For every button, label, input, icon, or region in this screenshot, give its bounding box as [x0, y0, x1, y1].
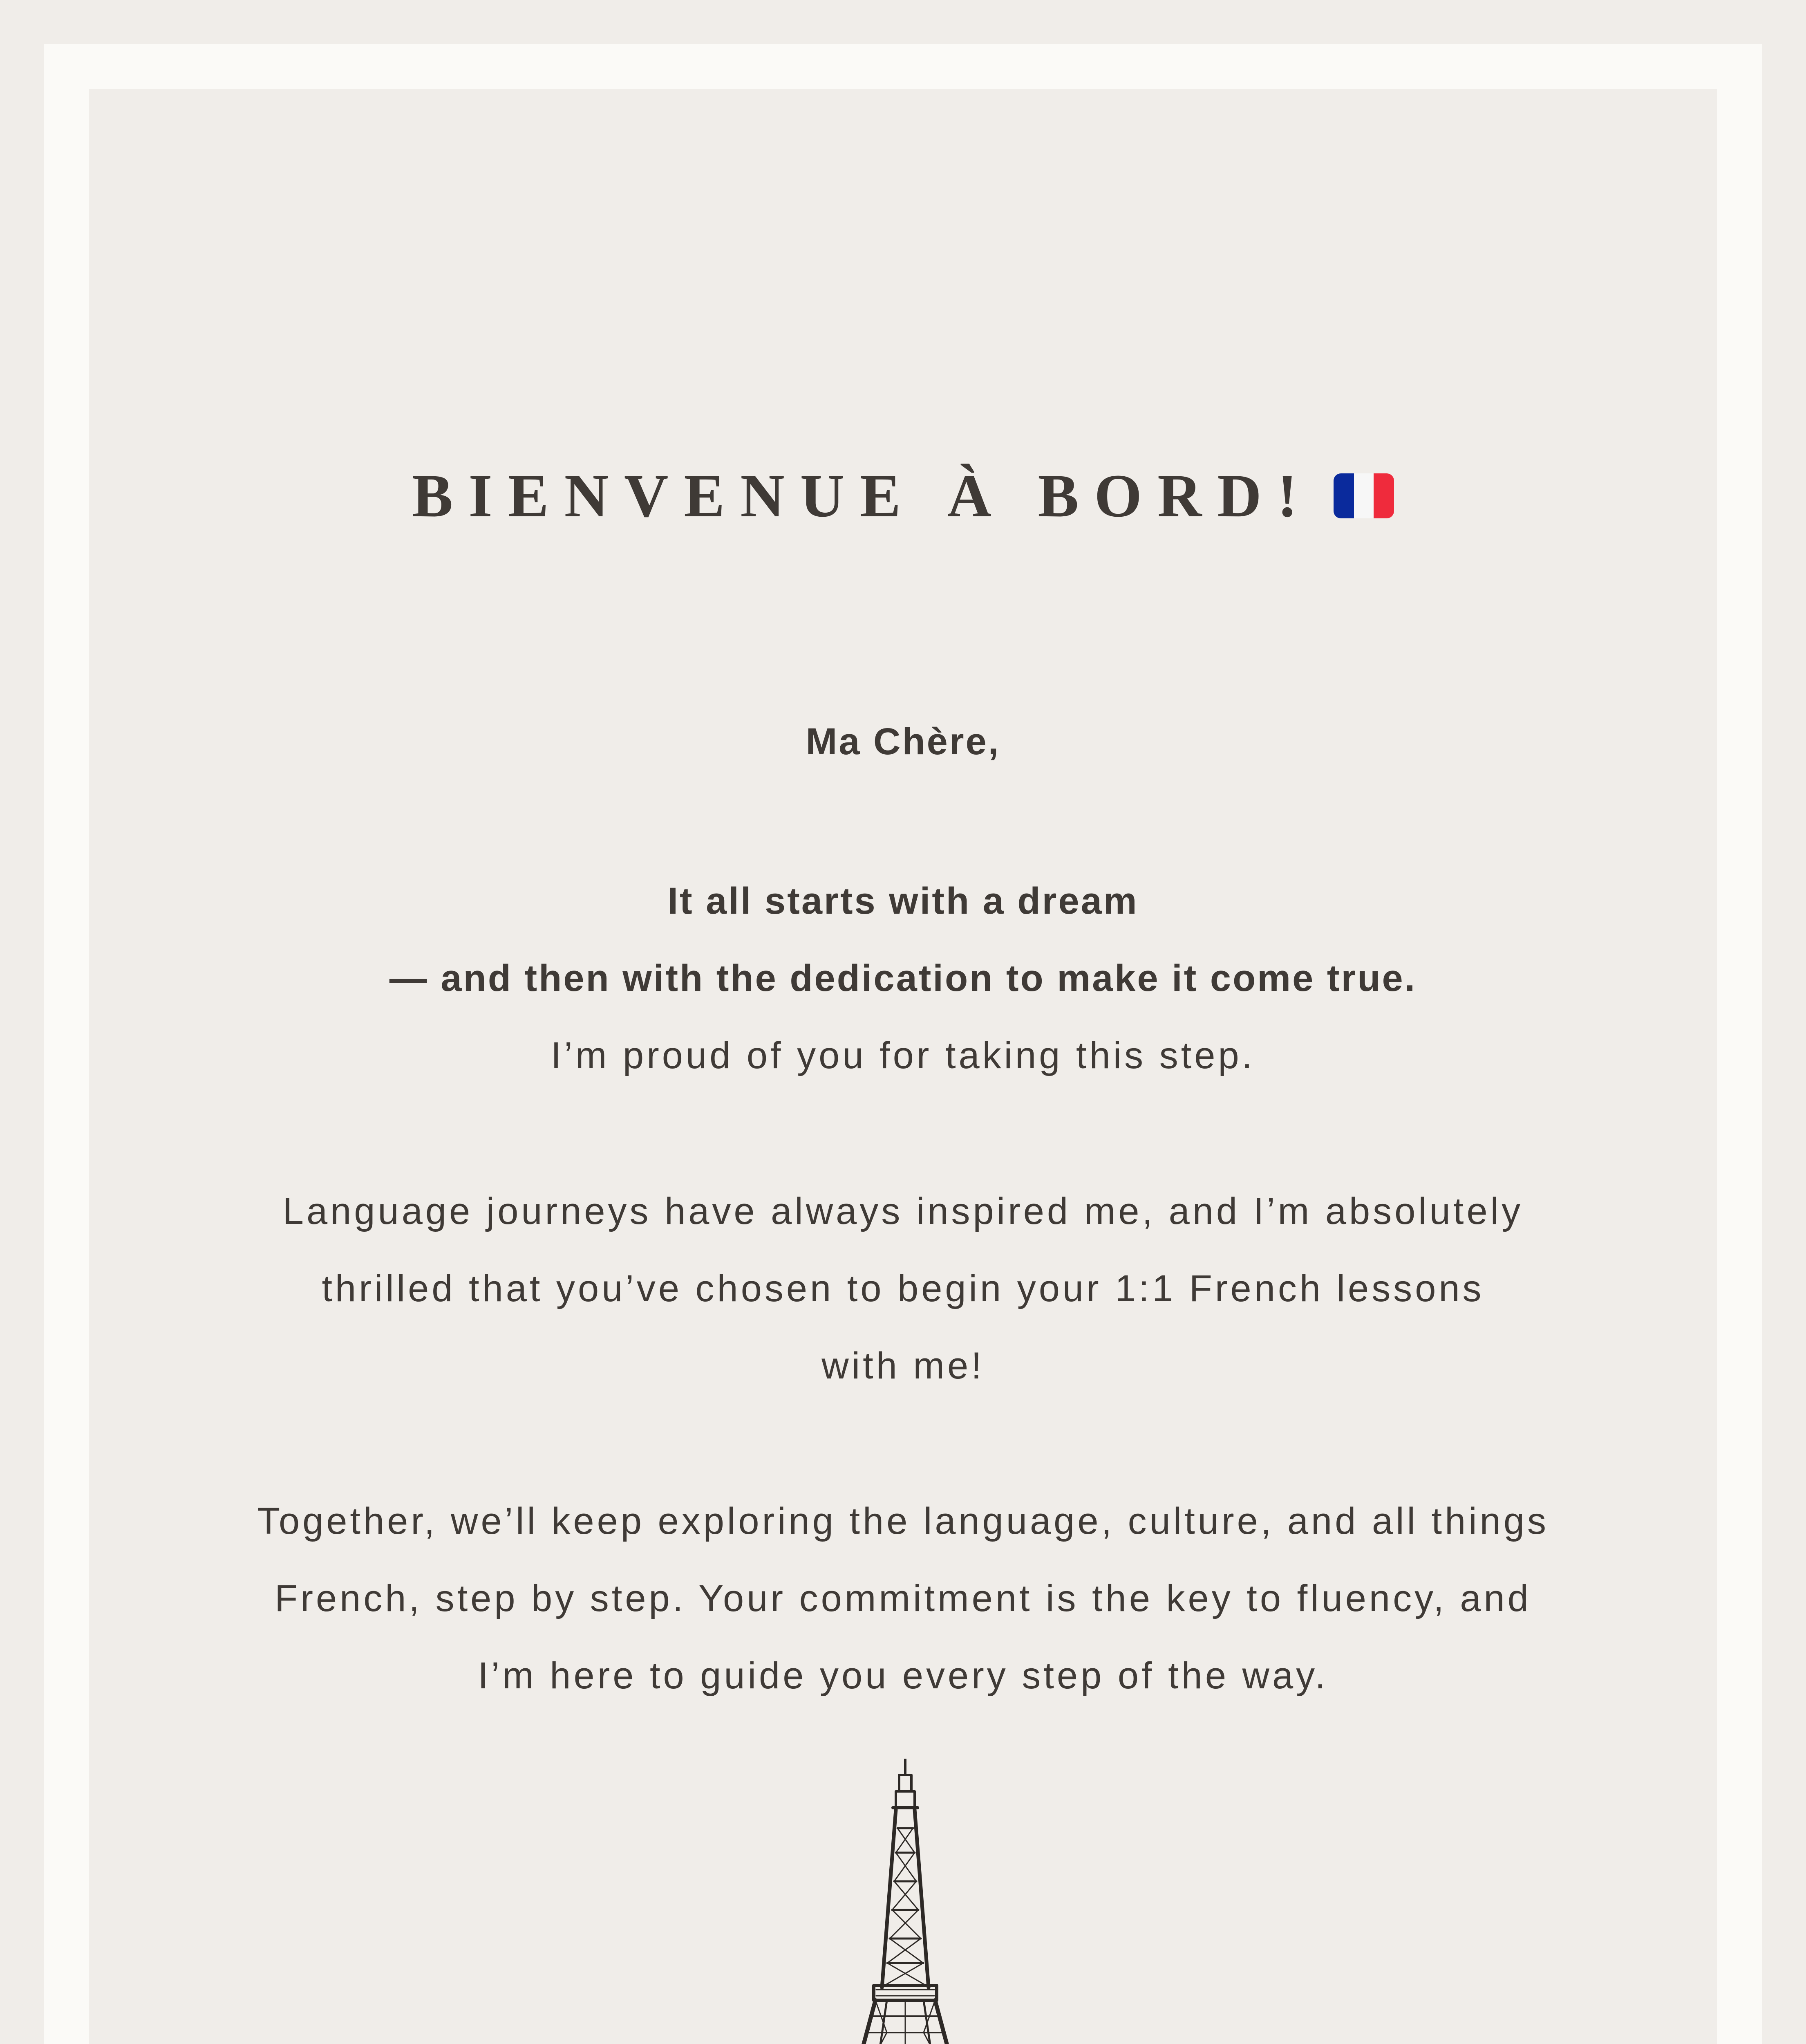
- proud-line: I’m proud of you for taking this step.: [551, 1035, 1255, 1076]
- dream-line: It all starts with a dream: [667, 880, 1139, 922]
- paragraph-together: [89, 1483, 1717, 1715]
- paragraph-journey: [89, 1173, 1717, 1405]
- paragraph-line: Language journeys have always inspired me, and I’m absolutely: [282, 1190, 1524, 1232]
- eiffel-tower-icon: [789, 1759, 1022, 2044]
- page-title: BIENVENUE À BORD!: [412, 462, 1313, 530]
- french-flag-icon: [1334, 473, 1394, 518]
- paragraph-intro: [89, 863, 1717, 1094]
- paragraph-line: I’m here to guide you every step of the way.: [478, 1655, 1328, 1697]
- paragraph-line: thrilled that you’ve chosen to begin your 1:1 French lessons: [322, 1268, 1484, 1309]
- paragraph-line: Together, we’ll keep exploring the language, culture, and all things: [257, 1500, 1549, 1542]
- paragraph-line: French, step by step. Your commitment is the key to fluency, and: [275, 1578, 1531, 1619]
- title-row: [89, 462, 1717, 530]
- paragraph-line: with me!: [821, 1345, 985, 1387]
- dedication-line: — and then with the dedication to make it come true.: [389, 957, 1417, 999]
- letter-sheet: [89, 89, 1717, 2044]
- salutation: Ma Chère,: [806, 721, 1000, 762]
